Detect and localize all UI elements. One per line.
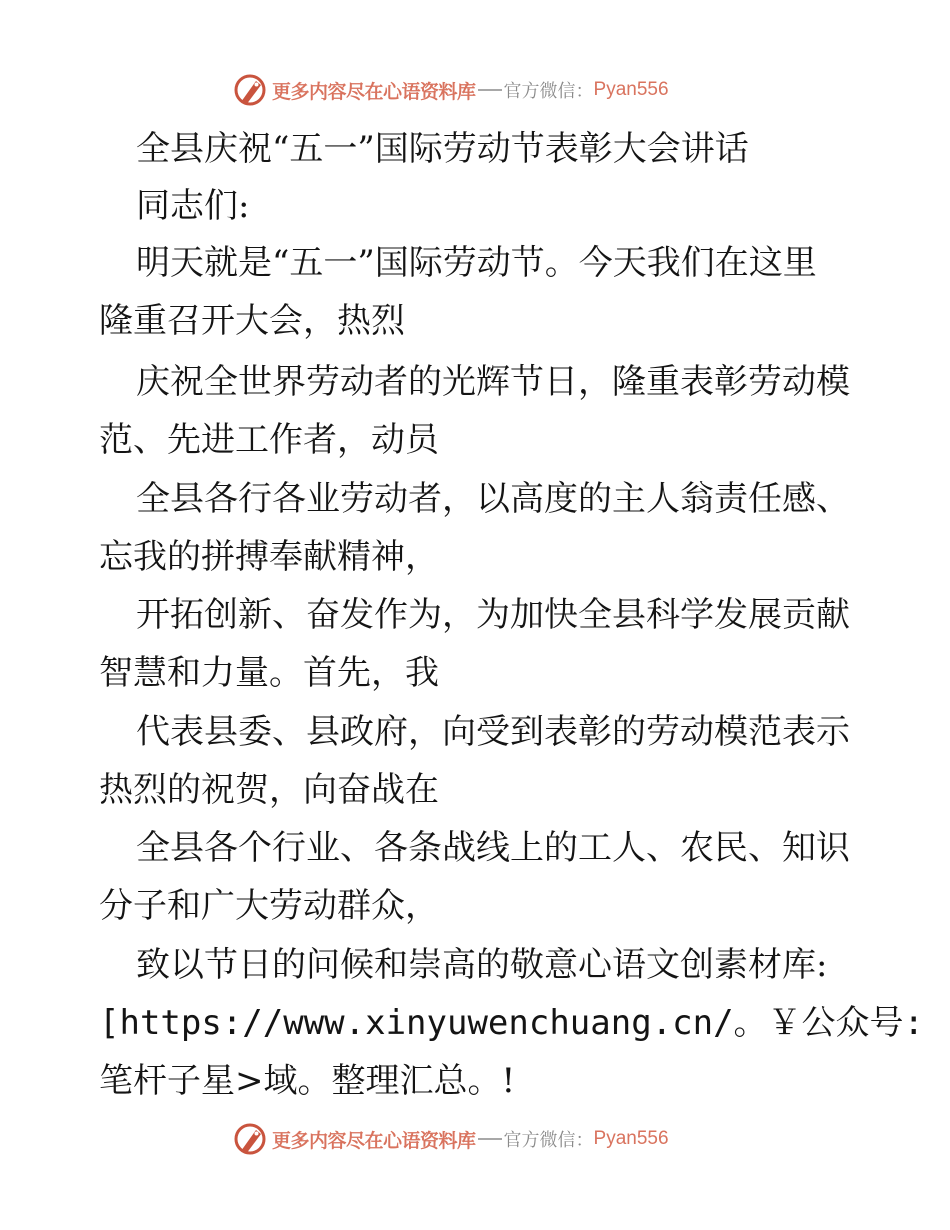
banner-main-text: 更多内容尽在心语资料库 [272,1129,476,1152]
body-line: 笔杆子星>域。整理汇总。! [99,1061,516,1101]
pen-nib-circle-icon [232,72,268,108]
banner-sub-text: 官方微信： [503,1130,594,1151]
body-line: 代表县委、县政府，向受到表彰的劳动模范表示 [136,712,850,752]
banner-sub-text: 官方微信： [503,81,594,102]
body-line: 范、先进工作者，动员 [99,420,439,460]
body-line: 分子和广大劳动群众， [99,886,439,926]
body-line: 全县各行各业劳动者，以高度的主人翁责任感、 [136,479,850,519]
body-line: 热烈的祝贺，向奋战在 [99,770,439,810]
body-line: 全县各个行业、各条战线上的工人、农民、知识 [136,828,850,868]
document-title: 全县庆祝“五一”国际劳动节表彰大会讲话 [136,129,749,169]
footer-banner [232,1117,669,1161]
banner-dash [478,89,502,91]
banner-wechat-id: Pyan556 [593,79,669,100]
banner-main-text: 更多内容尽在心语资料库 [272,80,476,103]
banner-dash [478,1138,502,1140]
greeting: 同志们: [136,186,250,226]
body-line: 庆祝全世界劳动者的光辉节日，隆重表彰劳动模 [136,362,850,402]
body-line: 忘我的拼搏奉献精神， [99,537,439,577]
body-line: 致以节日的问候和崇高的敬意心语文创素材库: [136,945,828,985]
url-line: [https://www.xinyuwenchuang.cn/。￥公众号: [99,1003,925,1043]
header-banner [232,68,669,112]
body-line: 隆重召开大会，热烈 [99,301,405,341]
body-line: 明天就是“五一”国际劳动节。今天我们在这里 [136,243,817,283]
body-line: 智慧和力量。首先，我 [99,653,439,693]
banner-wechat-id: Pyan556 [593,1128,669,1149]
body-line: 开拓创新、奋发作为，为加快全县科学发展贡献 [136,595,850,635]
pen-nib-circle-icon [232,1121,268,1157]
